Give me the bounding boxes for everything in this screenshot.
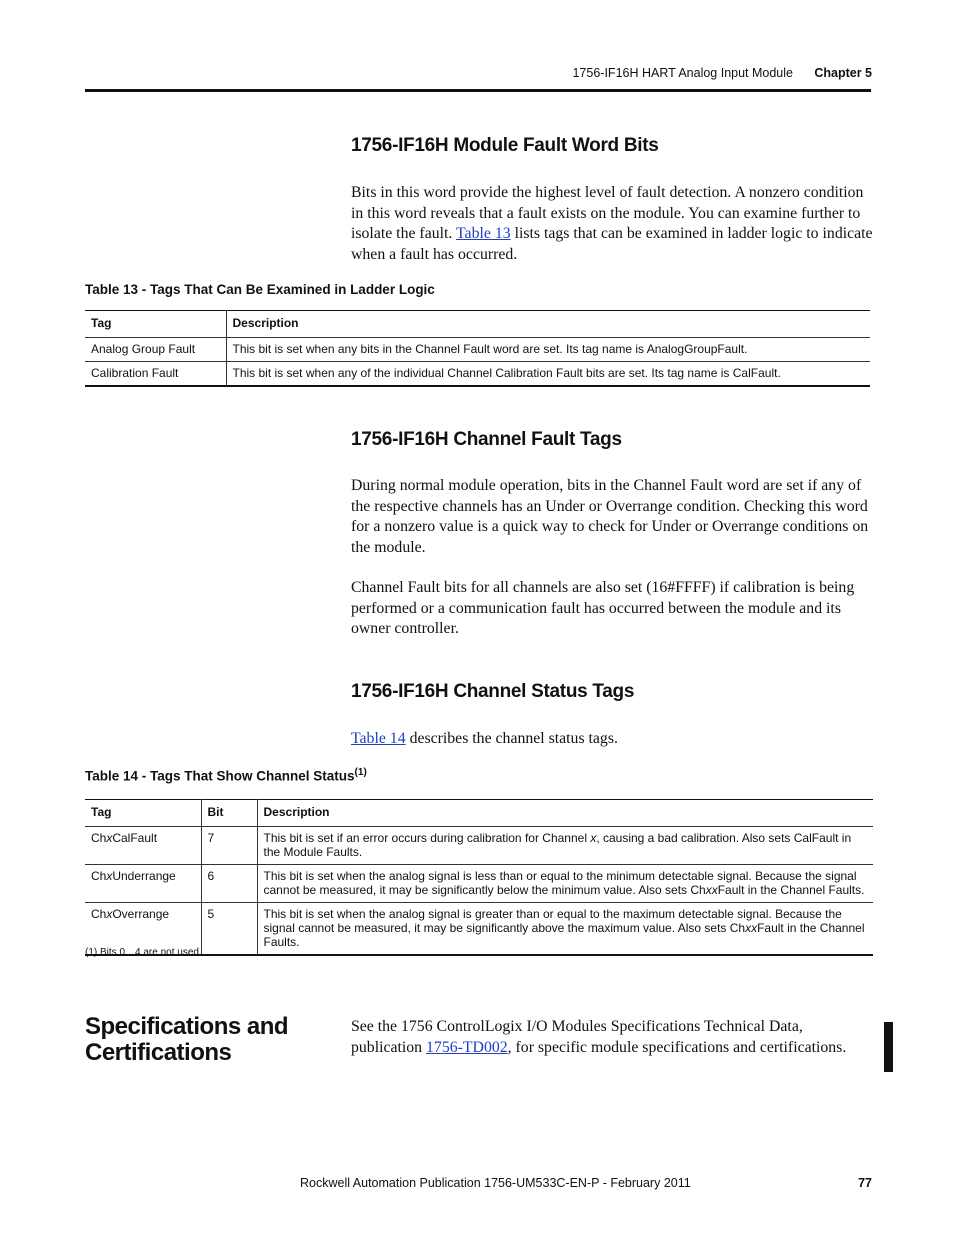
column-header-description: Description xyxy=(257,800,873,827)
section-heading-specifications: Specifications and Certifications xyxy=(85,1013,289,1066)
table-row xyxy=(85,903,873,956)
table-header-row xyxy=(85,311,870,338)
section-heading-channel-status-tags: 1756-IF16H Channel Status Tags xyxy=(351,681,635,702)
td002-link[interactable]: 1756-TD002 xyxy=(426,1038,508,1056)
running-header-title: 1756-IF16H HART Analog Input Module xyxy=(572,66,793,80)
table-13-link[interactable]: Table 13 xyxy=(456,225,511,242)
table-13 xyxy=(85,310,870,387)
column-header-bit: Bit xyxy=(201,800,257,827)
header-rule xyxy=(85,89,871,92)
table-14 xyxy=(85,799,873,956)
bit-cell: 5 xyxy=(201,903,257,956)
tag-cell: Calibration Fault xyxy=(85,362,226,387)
column-header-description: Description xyxy=(226,311,870,338)
footer-publication: Rockwell Automation Publication 1756-UM533C-EN-P - February 2011 xyxy=(300,1176,691,1190)
table-14-caption: Table 14 - Tags That Show Channel Status$^{(1)}$ xyxy=(85,767,367,784)
page-number: 77 xyxy=(858,1176,872,1190)
description-cell: This bit is set when the analog signal is greater than or equal to the maximum detectable signal. Because the signal cannot be measured, it may be significantly above the maximum value. Also sets ChxxFault in the Channel Faults. xyxy=(257,903,873,956)
section-marker-bar xyxy=(884,1022,893,1072)
table-14-link[interactable]: Table 14 xyxy=(351,730,406,747)
table-row xyxy=(85,362,870,387)
channel-status-paragraph: Table 14 describes the channel status tags. xyxy=(351,730,618,747)
description-cell: This bit is set when the analog signal is less than or equal to the minimum detectable signal. Because the signal cannot be measured, it may be significantly below the minimum value. Also sets ChxxFault in the Channel Faults. xyxy=(257,865,873,903)
table-row xyxy=(85,865,873,903)
table-header-row xyxy=(85,800,873,827)
bit-cell: 7 xyxy=(201,827,257,865)
fault-word-paragraph: Bits in this word provide the highest level of fault detection. A nonzero condition in this word reveals that a fault exists on the module. You can examine further to isolate the fault. Table 13 lists tags that can be examined in ladder logic to indicate when a fault has occurred. xyxy=(351,184,873,263)
table-row xyxy=(85,338,870,362)
tag-cell: ChxUnderrange xyxy=(85,865,201,903)
column-header-tag: Tag xyxy=(91,805,112,819)
column-header-tag: Tag xyxy=(91,316,112,330)
section-heading-fault-word-bits: 1756-IF16H Module Fault Word Bits xyxy=(351,135,659,156)
tag-cell: Analog Group Fault xyxy=(85,338,226,362)
description-cell: This bit is set when any of the individual Channel Calibration Fault bits are set. Its tag name is CalFault. xyxy=(226,362,870,387)
running-header-chapter: Chapter 5 xyxy=(814,66,872,80)
channel-fault-paragraph-1: During normal module operation, bits in the Channel Fault word are set if any of the respective channels has an Under or Overrange condition. Checking this word for a nonzero value is a quick way to check for Under or Overrange conditions on the module. xyxy=(351,477,869,556)
tag-cell: ChxOverrange xyxy=(85,903,201,956)
tag-cell: ChxCalFault xyxy=(85,827,201,865)
description-cell: This bit is set when any bits in the Channel Fault word are set. Its tag name is AnalogGroupFault. xyxy=(226,338,870,362)
bit-cell: 6 xyxy=(201,865,257,903)
caption-footnote-marker: (1) xyxy=(354,767,367,778)
channel-fault-paragraph-2: Channel Fault bits for all channels are also set (16#FFFF) if calibration is being performed or a communication fault has occurred between the module and its owner controller. xyxy=(351,579,855,637)
table-14-footnote: (1) Bits 0…4 are not used. xyxy=(85,947,202,958)
specifications-paragraph: See the 1756 ControlLogix I/O Modules Specifications Technical Data, publication 1756-TD002, for specific module specifications and certifications. xyxy=(351,1018,847,1056)
description-cell: This bit is set if an error occurs during calibration for Channel x, causing a bad calibration. Also sets CalFault in the Module Faults. xyxy=(257,827,873,865)
table-13-caption: Table 13 - Tags That Can Be Examined in Ladder Logic xyxy=(85,282,435,297)
table-row xyxy=(85,827,873,865)
section-heading-channel-fault-tags: 1756-IF16H Channel Fault Tags xyxy=(351,429,622,450)
